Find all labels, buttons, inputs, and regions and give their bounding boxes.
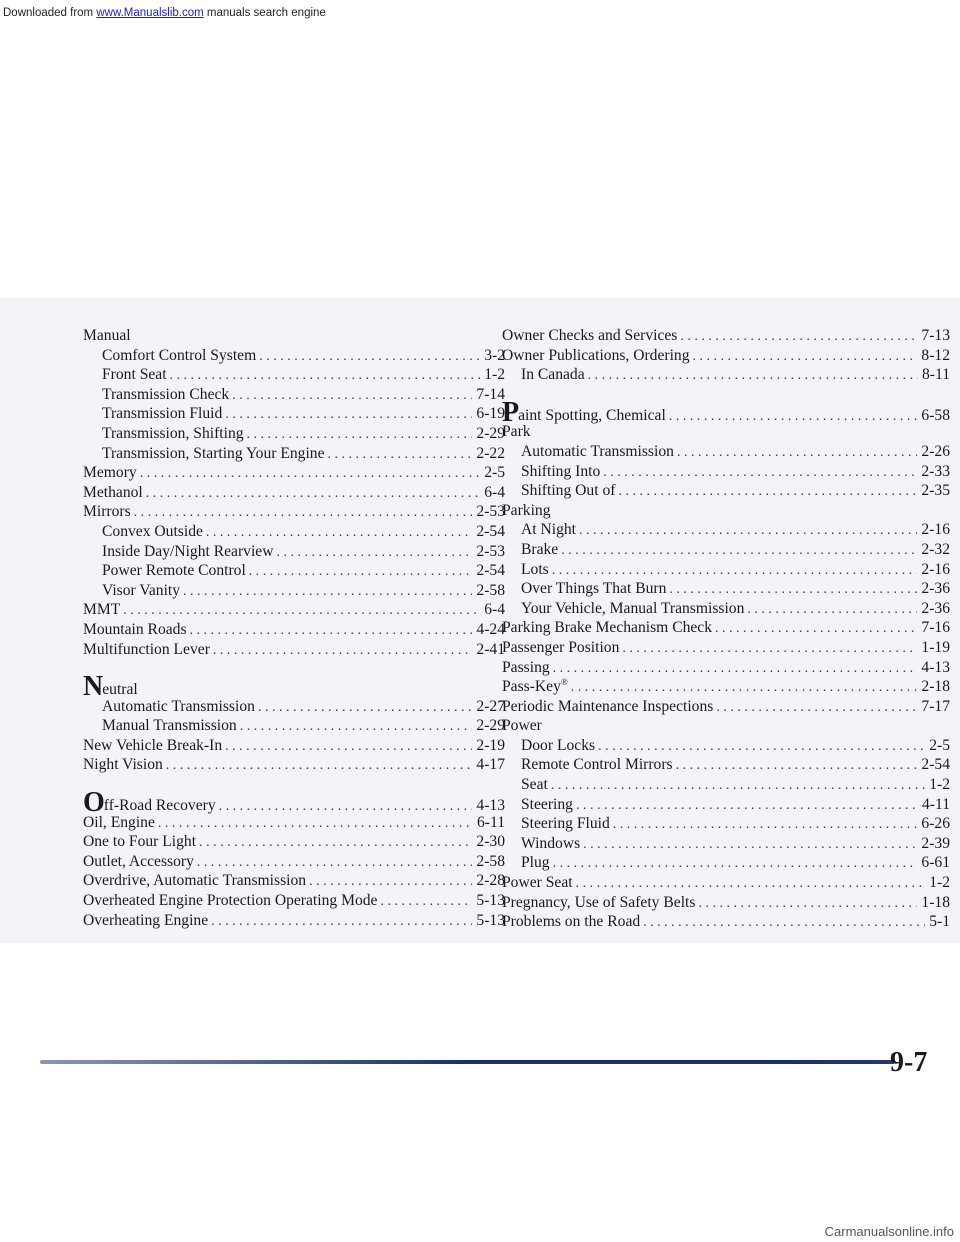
entry-page: 6-4 — [484, 601, 505, 619]
index-subentry — [502, 599, 950, 619]
dot-leader — [716, 698, 917, 718]
entry-label-text: Brake — [521, 540, 559, 558]
entry-label-text: Mountain Roads — [83, 620, 187, 638]
index-subentry — [83, 404, 505, 424]
index-subentry — [83, 716, 505, 736]
download-prefix: Downloaded from — [3, 7, 97, 19]
entry-label — [502, 893, 698, 913]
entry-page: 2-58 — [476, 852, 505, 870]
index-entry — [83, 620, 505, 640]
index-subentry — [502, 814, 950, 834]
dot-leader — [747, 600, 917, 620]
entry-page: 2-58 — [476, 581, 505, 599]
entry-label-text: Automatic Transmission — [102, 697, 255, 715]
entry-page: 2-19 — [476, 736, 505, 754]
index-subentry — [83, 581, 505, 601]
dot-leader — [328, 445, 473, 465]
entry-page: 4-13 — [476, 797, 505, 815]
index-subentry — [502, 442, 950, 462]
footer-rule — [40, 1060, 895, 1064]
download-notice — [3, 7, 326, 19]
dot-leader — [579, 521, 917, 541]
entry-page: 7-14 — [476, 385, 505, 403]
entry-page: 2-33 — [921, 462, 950, 480]
entry-label — [521, 579, 669, 599]
dot-leader — [715, 619, 917, 639]
index-entry — [502, 912, 950, 932]
index-subentry — [83, 346, 505, 366]
entry-label-text: Steering Fluid — [521, 815, 610, 833]
entry-label — [83, 640, 213, 660]
entry-label-text: Power Remote Control — [102, 562, 246, 580]
entry-label — [83, 871, 309, 891]
entry-page: 2-26 — [921, 442, 950, 460]
index-entry — [502, 697, 950, 717]
entry-page: 2-39 — [921, 834, 950, 852]
entry-page: 7-13 — [921, 327, 950, 344]
index-subentry — [83, 542, 505, 562]
drop-initial: N — [83, 671, 103, 703]
page-number: 9-7 — [890, 1047, 928, 1078]
index-entry — [83, 736, 505, 756]
download-suffix: manuals search engine — [203, 7, 326, 19]
dot-leader — [677, 443, 917, 463]
dot-leader — [622, 639, 917, 659]
entry-label-text: One to Four Light — [83, 833, 197, 851]
section-gap — [83, 775, 505, 793]
entry-label — [102, 346, 259, 366]
dot-leader — [199, 833, 472, 853]
index-entry — [83, 832, 505, 852]
index-entry — [502, 893, 950, 913]
index-entry — [83, 891, 505, 911]
entry-label — [102, 385, 232, 405]
entry-page: 3-2 — [484, 346, 505, 364]
dot-leader — [561, 541, 917, 561]
entry-label-text: Memory — [83, 464, 137, 482]
index-entry — [502, 873, 950, 893]
entry-label — [102, 365, 170, 385]
index-subentry — [502, 462, 950, 482]
brand-watermark: Carmanualsonline.info — [824, 1224, 954, 1239]
dot-leader — [158, 814, 473, 834]
entry-label-text: Steering — [521, 795, 573, 813]
entry-label-text: Methanol — [83, 483, 143, 501]
index-subentry — [502, 481, 950, 501]
index-entry — [83, 640, 505, 660]
entry-label-text: Parking Brake Mechanism Check — [502, 619, 713, 637]
entry-page: 2-36 — [921, 599, 950, 617]
index-entry — [502, 638, 950, 658]
index-entry — [83, 755, 505, 775]
entry-page: 5-13 — [476, 911, 505, 929]
dot-leader — [669, 580, 917, 600]
dot-leader — [170, 366, 481, 386]
index-subentry — [502, 579, 950, 599]
index-entry — [502, 396, 950, 428]
dot-leader — [277, 543, 473, 563]
entry-label-text: Transmission, Shifting — [102, 424, 244, 442]
entry-label — [83, 502, 134, 522]
entry-label — [502, 618, 715, 638]
dot-leader — [166, 756, 473, 776]
entry-label-text: Convex Outside — [102, 522, 203, 540]
entry-label — [521, 834, 583, 854]
entry-label-text: Night Vision — [83, 756, 163, 774]
index-subentry — [83, 561, 505, 581]
entry-label — [83, 813, 158, 833]
index-column-left — [83, 326, 505, 930]
entry-page: 6-26 — [921, 815, 950, 833]
drop-initial: P — [502, 396, 519, 428]
dot-leader — [259, 347, 480, 367]
index-subentry — [83, 444, 505, 464]
index-entry — [502, 326, 950, 346]
entry-page: 2-27 — [476, 697, 505, 715]
entry-label-text: Plug — [521, 854, 550, 872]
index-entry — [83, 813, 505, 833]
entry-page: 7-16 — [921, 619, 950, 637]
letter-heading — [83, 671, 505, 703]
index-entry — [83, 483, 505, 503]
entry-label — [502, 326, 680, 346]
entry-label-rest: aint Spotting, Chemical — [518, 406, 666, 424]
dot-leader — [183, 582, 472, 602]
entry-label-text: Shifting Out of — [521, 482, 616, 500]
entry-label-text: Mirrors — [83, 503, 131, 521]
entry-label — [102, 542, 277, 562]
dot-leader — [213, 641, 473, 661]
entry-page: 1-19 — [921, 638, 950, 656]
index-entry — [502, 618, 950, 638]
dot-leader — [583, 835, 917, 855]
entry-label — [521, 462, 603, 482]
entry-label — [521, 775, 551, 795]
entry-label-text: Outlet, Accessory — [83, 852, 194, 870]
dot-leader — [588, 366, 918, 386]
entry-label-text: Transmission Fluid — [102, 405, 223, 423]
entry-label — [502, 873, 576, 893]
entry-label-text: Overheated Engine Protection Operating Mode — [83, 892, 378, 910]
dot-leader — [146, 484, 480, 504]
entry-label-text: Owner Checks and Services — [502, 327, 678, 344]
entry-page: 6-4 — [484, 483, 505, 501]
entry-label — [521, 736, 598, 756]
entry-label — [83, 755, 166, 775]
entry-label — [521, 755, 676, 775]
dot-leader — [380, 892, 472, 912]
index-column-right — [502, 326, 950, 932]
dot-leader — [249, 562, 473, 582]
entry-label-text: Overheating Engine — [83, 911, 209, 929]
entry-page: 2-5 — [929, 736, 950, 754]
entry-label — [502, 346, 693, 366]
entry-label-text: Oil, Engine — [83, 813, 155, 831]
entry-label-text: Pregnancy, Use of Safety Belts — [502, 893, 696, 911]
dot-leader — [693, 347, 918, 367]
index-entry — [83, 787, 505, 819]
index-heading: Park — [502, 423, 531, 441]
index-entry — [83, 463, 505, 483]
entry-page: 2-54 — [476, 522, 505, 540]
dot-leader — [598, 737, 925, 757]
index-subentry — [502, 520, 950, 540]
entry-page: 5-13 — [476, 892, 505, 910]
heading-rest: eutral — [102, 681, 138, 699]
index-subentry — [83, 424, 505, 444]
section-gap — [502, 385, 950, 403]
entry-page: 2-18 — [921, 678, 950, 696]
index-subentry — [502, 853, 950, 873]
entry-label-text: Multifunction Lever — [83, 640, 210, 658]
entry-page: 6-61 — [921, 854, 950, 872]
index-subentry — [502, 775, 950, 795]
entry-page: 2-41 — [476, 640, 505, 658]
dot-leader — [206, 523, 472, 543]
entry-label-text: Automatic Transmission — [521, 442, 674, 460]
entry-label-text: Owner Publications, Ordering — [502, 346, 690, 364]
dot-leader — [618, 482, 917, 502]
dot-leader — [197, 853, 473, 873]
entry-label — [83, 911, 211, 931]
manualslib-link[interactable]: www.Manualslib.com — [96, 7, 204, 19]
index-subentry — [502, 540, 950, 560]
dot-leader — [571, 678, 918, 698]
entry-page: 7-17 — [921, 697, 950, 715]
entry-label — [521, 814, 613, 834]
entry-page: 2-16 — [921, 521, 950, 539]
index-entry — [83, 871, 505, 891]
index-heading: Manual — [83, 327, 131, 344]
entry-label — [521, 365, 588, 385]
entry-page: 6-19 — [476, 405, 505, 423]
entry-label-rest: ff-Road Recovery — [103, 797, 216, 815]
index-entry — [502, 677, 950, 697]
dot-leader — [669, 407, 918, 427]
entry-label-text: Visor Vanity — [102, 581, 181, 599]
dot-leader — [613, 815, 918, 835]
entry-page: 2-30 — [476, 833, 505, 851]
entry-label-text: Your Vehicle, Manual Transmission — [521, 599, 745, 617]
registered-mark: ® — [560, 676, 568, 687]
entry-page: 6-11 — [476, 813, 505, 831]
entry-label-text: Manual Transmission — [102, 717, 237, 735]
index-subentry — [502, 365, 950, 385]
dot-leader — [676, 756, 918, 776]
entry-label-text: Seat — [521, 776, 548, 794]
index-subentry — [83, 385, 505, 405]
entry-label-text: Passing — [502, 658, 550, 676]
entry-page: 4-24 — [476, 620, 505, 638]
entry-label — [83, 852, 197, 872]
dot-leader — [680, 327, 917, 347]
dot-leader — [211, 912, 472, 932]
entry-page: 1-18 — [921, 893, 950, 911]
entry-page: 5-1 — [929, 913, 950, 931]
entry-label-text: New Vehicle Break-In — [83, 736, 223, 754]
entry-label — [521, 481, 618, 501]
entry-page: 8-11 — [921, 366, 950, 384]
dot-leader — [247, 425, 473, 445]
dot-leader — [309, 872, 472, 892]
dot-leader — [232, 386, 472, 406]
index-entry — [83, 852, 505, 872]
entry-label-text: Transmission, Starting Your Engine — [102, 444, 325, 462]
dot-leader — [698, 894, 917, 914]
entry-label-text: Over Things That Burn — [521, 580, 667, 598]
download-header — [0, 0, 960, 30]
entry-label — [521, 795, 576, 815]
dot-leader — [123, 601, 480, 621]
entry-label — [502, 658, 553, 678]
entry-label — [83, 483, 146, 503]
entry-page: 1-2 — [484, 366, 505, 384]
dot-leader — [576, 796, 918, 816]
entry-label — [83, 736, 225, 756]
dot-leader — [551, 776, 925, 796]
dot-leader — [225, 737, 472, 757]
entry-label-text: Passenger Position — [502, 638, 620, 656]
dot-leader — [576, 874, 926, 894]
entry-label — [521, 540, 561, 560]
entry-page: 2-16 — [921, 560, 950, 578]
entry-label — [521, 520, 579, 540]
entry-label — [502, 912, 643, 932]
entry-page: 4-11 — [921, 795, 950, 813]
entry-label — [102, 444, 328, 464]
index-subentry — [502, 755, 950, 775]
dot-leader — [134, 503, 473, 523]
index-entry — [83, 502, 505, 522]
index-entry — [502, 658, 950, 678]
entry-label-text: Pass-Key — [502, 678, 561, 696]
entry-label-text: Power Seat — [502, 874, 573, 892]
entry-label — [102, 581, 183, 601]
dot-leader — [225, 405, 472, 425]
entry-page: 4-17 — [476, 756, 505, 774]
entry-label — [502, 638, 622, 658]
entry-label — [502, 677, 571, 697]
index-entry — [83, 911, 505, 931]
entry-label — [521, 853, 553, 873]
entry-label-text: Door Locks — [521, 736, 596, 754]
dot-leader — [643, 913, 925, 933]
dot-leader — [553, 659, 918, 679]
dot-leader — [240, 717, 473, 737]
dot-leader — [552, 561, 918, 581]
entry-label-text: Front Seat — [102, 366, 167, 384]
entry-label — [83, 891, 380, 911]
entry-page: 2-29 — [476, 717, 505, 735]
index-subentry — [502, 560, 950, 580]
entry-label-text: Comfort Control System — [102, 346, 257, 364]
entry-label — [83, 600, 123, 620]
entry-label-text: In Canada — [521, 366, 585, 384]
dot-leader — [190, 621, 473, 641]
entry-page: 2-54 — [476, 562, 505, 580]
entry-label — [83, 832, 199, 852]
entry-label-text: Lots — [521, 560, 549, 578]
entry-label-text: Overdrive, Automatic Transmission — [83, 872, 307, 890]
entry-page: 2-32 — [921, 540, 950, 558]
entry-label — [102, 561, 249, 581]
dot-leader — [553, 854, 918, 874]
index-subentry — [502, 795, 950, 815]
dot-leader — [140, 464, 481, 484]
entry-page: 2-35 — [921, 482, 950, 500]
dot-leader — [603, 463, 917, 483]
entry-label — [83, 463, 140, 483]
entry-page: 1-2 — [929, 874, 950, 892]
section-gap — [83, 659, 505, 677]
entry-page: 2-53 — [476, 542, 505, 560]
entry-label — [102, 404, 225, 424]
entry-page: 2-36 — [921, 580, 950, 598]
entry-label-text: At Night — [521, 521, 577, 539]
entry-label-text: Problems on the Road — [502, 913, 641, 931]
entry-label-text: Windows — [521, 834, 581, 852]
entry-label — [521, 599, 747, 619]
entry-label — [521, 442, 677, 462]
index-subentry — [83, 522, 505, 542]
entry-label — [102, 716, 240, 736]
index-subentry — [83, 697, 505, 717]
entry-page: 8-12 — [921, 346, 950, 364]
entry-label-text: Shifting Into — [521, 462, 601, 480]
entry-label — [83, 620, 190, 640]
entry-page: 2-54 — [921, 756, 950, 774]
drop-initial: O — [83, 787, 104, 819]
index-subentry — [502, 736, 950, 756]
entry-label-text: Periodic Maintenance Inspections — [502, 697, 714, 715]
entry-label-text: Inside Day/Night Rearview — [102, 542, 274, 560]
entry-label — [102, 697, 258, 717]
entry-page: 2-22 — [476, 444, 505, 462]
index-subentry — [502, 834, 950, 854]
entry-label — [502, 697, 716, 717]
entry-label-text: MMT — [83, 601, 121, 619]
entry-label — [102, 522, 206, 542]
entry-page: 2-28 — [476, 872, 505, 890]
index-heading: Parking — [502, 501, 551, 519]
entry-label — [521, 560, 552, 580]
entry-page: 2-53 — [476, 503, 505, 521]
entry-page: 4-13 — [921, 658, 950, 676]
index-heading: Power — [502, 717, 542, 735]
entry-label-text: Transmission Check — [102, 385, 230, 403]
index-entry — [502, 346, 950, 366]
entry-page: 2-5 — [484, 464, 505, 482]
entry-label — [102, 424, 247, 444]
entry-page: 6-58 — [921, 406, 950, 424]
entry-page: 2-29 — [476, 424, 505, 442]
index-subentry — [83, 365, 505, 385]
dot-leader — [258, 698, 472, 718]
entry-page: 1-2 — [929, 776, 950, 794]
entry-label-text: Remote Control Mirrors — [521, 756, 673, 774]
index-entry — [83, 600, 505, 620]
